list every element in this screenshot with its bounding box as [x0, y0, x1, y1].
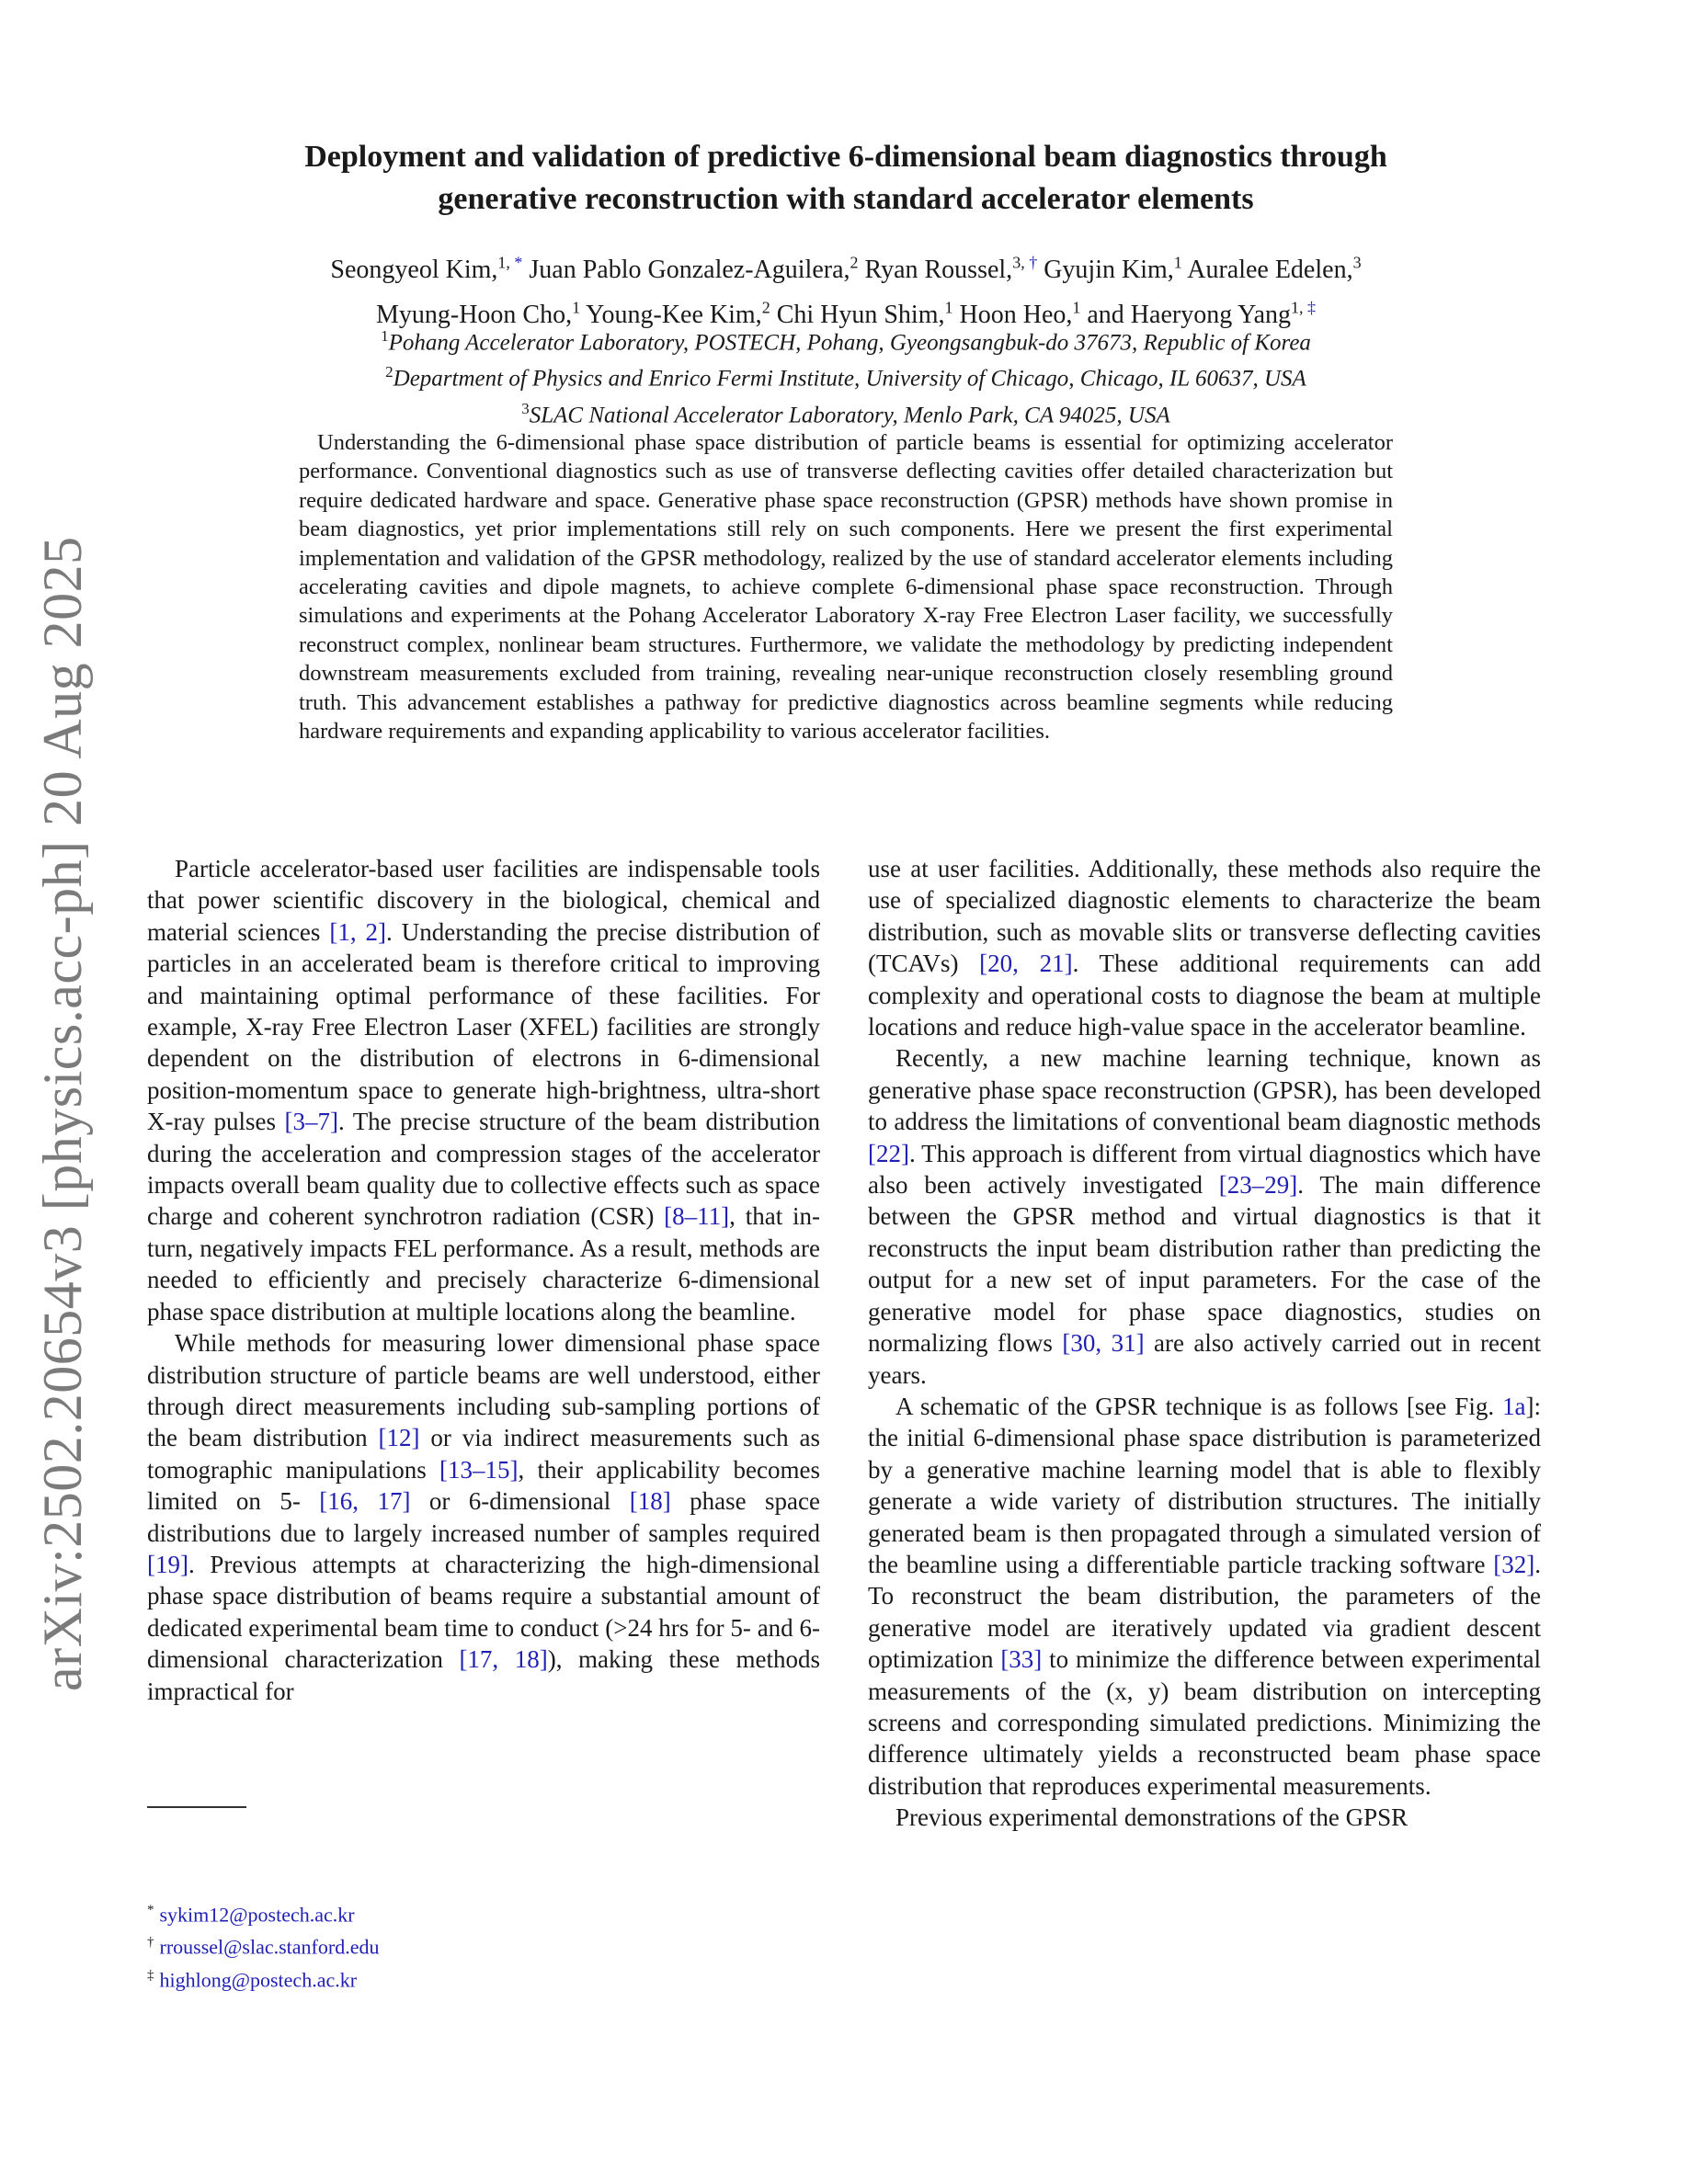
paragraph: use at user facilities. Additionally, these methods also require the use of specialized diagnostic elements to characterize the beam distribution, such as movable slits or transverse deflecting cavities (TCAVs) [20, 21]. These additional requirements can add complexity and operational costs to diagnose the beam at multiple locations and reduce high-value space in the accelerator beamline.: [868, 855, 1541, 1041]
author: Ryan Roussel,$^{3, \dagger}$: [864, 254, 1038, 285]
citation-link[interactable]: [32]: [1493, 1550, 1535, 1578]
citation-link[interactable]: [1, 2]: [329, 917, 387, 946]
author: Chi Hyun Shim,$^1$: [776, 298, 953, 329]
paragraph: Particle accelerator-based user facilities are indispensable tools that power scientific discovery in the biological, chemical and material sciences [1, 2]. Understanding the precise distribution of particles in an accelerated beam is therefore critical to improving and maintaining optimal performance of these facilities. For example, X-ray Free Electron Laser (XFEL) facilities are strongly dependent on the distribution of electrons in 6-dimensional position-momentum space to generate high-brightness, ultra-short X-ray pulses [3–7]. The precise structure of the beam distribution during the acceleration and compression stages of the accelerator impacts overall beam quality due to collective effects such as space charge and coherent synchrotron radiation (CSR) [8–11], that in-turn, negatively impacts FEL performance. As a result, methods are needed to efficiently and precisely characterize 6-dimensional phase space distribution at multiple locations along the beamline.: [147, 855, 820, 1325]
affiliations: [156, 322, 1535, 430]
figure-link[interactable]: 1a: [1502, 1392, 1526, 1420]
footnote: ‡ highlong@postech.ac.kr: [147, 1967, 358, 1991]
author-row-1: [156, 245, 1535, 289]
citation-link[interactable]: [22]: [868, 1139, 909, 1167]
citation-link[interactable]: [3–7]: [284, 1108, 338, 1136]
author: Hoon Heo,$^1$: [959, 298, 1081, 329]
title-line-1: Deployment and validation of predictive 6-dimensional beam diagnostics through: [304, 140, 1387, 174]
citation-link[interactable]: [8–11]: [664, 1202, 730, 1231]
footnote-link[interactable]: ‡: [1303, 298, 1317, 317]
citation-link[interactable]: [12]: [378, 1424, 420, 1452]
paragraph: While methods for measuring lower dimensional phase space distribution structure of particle beams are well understood, either through direct measurements including sub-sampling portions of the beam distribution [12] or via indirect measurements such as tomographic manipulations [13–15], their applicability becomes limited on 5- [16, 17] or 6-dimensional [18] phase space distributions due to largely increased number of samples required [19]. Previous attempts at characterizing the high-dimensional phase space distribution of beams require a substantial amount of dedicated experimental beam time to conduct (>24 hrs for 5- and 6-dimensional characterization [17, 18]), making these methods impractical for: [147, 1329, 821, 1705]
email-link[interactable]: rroussel@slac.stanford.edu: [159, 1935, 380, 1959]
citation-link[interactable]: [19]: [147, 1550, 188, 1578]
author-list: [156, 245, 1535, 334]
author: Myung-Hoon Cho,$^1$: [375, 298, 581, 329]
footnotes: [147, 1896, 791, 1994]
citation-link[interactable]: [16, 17]: [319, 1487, 411, 1516]
paragraph: A schematic of the GPSR technique is as follows [see Fig. 1a]: the initial 6-dimensional phase space distribution is parameterized by a generative machine learning model that is able to flexibly generate a wide variety of distribution structures. The initially generated beam is then propagated through a simulated version of the beamline using a differentiable particle tracking software [32]. To reconstruct the beam distribution, the parameters of the generative model are iteratively updated via gradient descent optimization [33] to minimize the difference between experimental measurements of the (x, y) beam distribution on intercepting screens and corresponding simulated predictions. Minimizing the difference ultimately yields a reconstructed beam phase space distribution that reproduces experimental measurements.: [868, 1392, 1541, 1800]
paragraph: Recently, a new machine learning technique, known as generative phase space reconstruction (GPSR), has been developed to address the limitations of conventional beam diagnostic methods [22]. This approach is different from virtual diagnostics which have also been actively investigated [23–29]. The main difference between the GPSR method and virtual diagnostics is that it reconstructs the input beam distribution rather than predicting the output for a new set of input parameters. For the case of the generative model for phase space diagnostics, studies on normalizing flows [30, 31] are also actively carried out in recent years.: [868, 1044, 1542, 1389]
footnote-link[interactable]: †: [1024, 254, 1038, 272]
citation-link[interactable]: [23–29]: [1218, 1171, 1298, 1200]
footnote: † rroussel@slac.stanford.edu: [147, 1935, 380, 1959]
author: and Haeryong Yang$^{1, \ddagger}$: [1087, 298, 1317, 329]
author: Young-Kee Kim,$^2$: [586, 298, 770, 329]
body-column-left: [147, 853, 820, 1707]
citation-link[interactable]: [30, 31]: [1062, 1329, 1145, 1358]
affiliation: $^2$Department of Physics and Enrico Fermi Institute, University of Chicago, Chicago, IL 60637, USA: [385, 363, 1306, 392]
arxiv-identifier: arXiv:2502.20654v3 [physics.acc-ph] 20 Aug 2025: [32, 536, 93, 1691]
citation-link[interactable]: [33]: [1000, 1645, 1043, 1674]
citation-link[interactable]: [17, 18]: [459, 1645, 548, 1674]
author: Gyujin Kim,$^1$: [1044, 254, 1182, 285]
footnote: * sykim12@postech.ac.kr: [147, 1903, 355, 1927]
email-link[interactable]: sykim12@postech.ac.kr: [159, 1903, 355, 1927]
abstract: Understanding the 6-dimensional phase space distribution of particle beams is essential for optimizing accelerator performance. Conventional diagnostics such as use of transverse deflecting cavities offer detailed characterization but require dedicated hardware and space. Generative phase space reconstruction (GPSR) methods have shown promise in beam diagnostics, yet prior implementations still rely on such components. Here we present the first experimental implementation and validation of the GPSR methodology, realized by the use of standard accelerator elements including accelerating cavities and dipole magnets, to achieve complete 6-dimensional phase space reconstruction. Through simulations and experiments at the Pohang Accelerator Laboratory X-ray Free Electron Laser facility, we successfully reconstruct complex, nonlinear beam structures. Furthermore, we validate the methodology by predicting independent downstream measurements excluded from training, revealing near-unique reconstruction closely resembling ground truth. This advancement establishes a pathway for predictive diagnostics across beamline segments while reducing hardware requirements and expanding applicability to various accelerator facilities.: [299, 430, 1393, 745]
affiliation: $^1$Pohang Accelerator Laboratory, POSTECH, Pohang, Gyeongsangbuk-do 37673, Republic of Korea: [381, 327, 1311, 356]
affiliation: $^3$SLAC National Accelerator Laboratory, Menlo Park, CA 94025, USA: [521, 399, 1170, 427]
citation-link[interactable]: [20, 21]: [979, 950, 1073, 978]
email-link[interactable]: highlong@postech.ac.kr: [159, 1967, 358, 1991]
citation-link[interactable]: [13–15]: [439, 1455, 519, 1484]
body-column-right: [868, 853, 1541, 1834]
author: Auralee Edelen,$^3$: [1187, 254, 1362, 285]
paragraph: Previous experimental demonstrations of the GPSR: [895, 1803, 1409, 1832]
citation-link[interactable]: [18]: [629, 1487, 671, 1516]
paper-title: [156, 136, 1535, 221]
footnote-divider: [147, 1806, 246, 1808]
title-line-2: generative reconstruction with standard accelerator elements: [438, 182, 1254, 216]
author: Juan Pablo Gonzalez-Aguilera,$^2$: [529, 254, 859, 285]
footnote-link[interactable]: *: [509, 254, 523, 272]
author: Seongyeol Kim,$^{1, *}$: [330, 254, 523, 285]
